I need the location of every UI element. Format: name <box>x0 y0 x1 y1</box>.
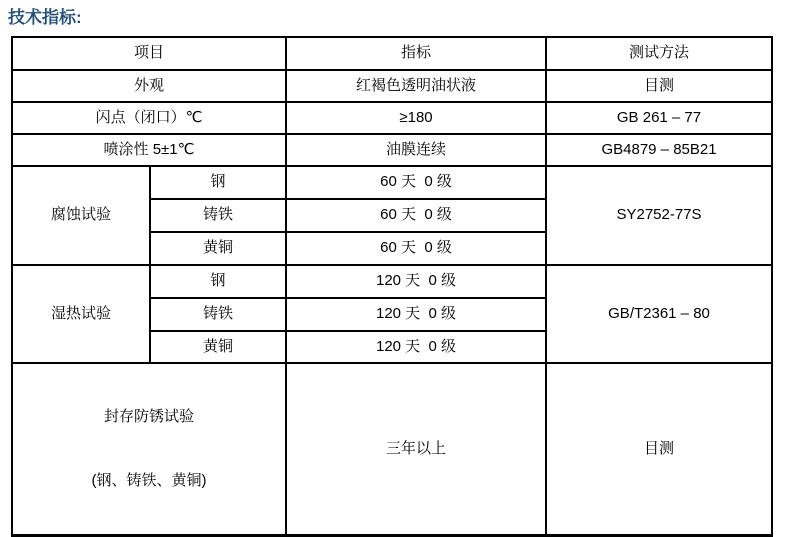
cell-material: 钢 <box>150 166 286 199</box>
cell-indicator: 三年以上 <box>286 363 546 535</box>
group-label-corrosion: 腐蚀试验 <box>12 166 150 265</box>
cell-method: 目测 <box>546 70 772 102</box>
cell-indicator: 60 天 0 级 <box>286 232 546 265</box>
cell-item-sealed <box>12 363 286 535</box>
cell-indicator: ≥180 <box>286 102 546 134</box>
cell-material: 铸铁 <box>150 298 286 331</box>
table-row-corrosion-steel <box>12 166 772 199</box>
cell-material: 钢 <box>150 265 286 298</box>
cell-item: 喷涂性 5±1℃ <box>12 134 286 166</box>
cell-indicator: 红褐色透明油状液 <box>286 70 546 102</box>
cell-item: 闪点（闭口）℃ <box>12 102 286 134</box>
cell-indicator: 60 天 0 级 <box>286 199 546 232</box>
cell-indicator: 120 天 0 级 <box>286 265 546 298</box>
header-method: 测试方法 <box>546 37 772 70</box>
cell-material: 黄铜 <box>150 232 286 265</box>
table-row-sprayability <box>12 134 772 166</box>
table-row-sealed-rustproof <box>12 363 772 535</box>
header-item: 项目 <box>12 37 286 70</box>
table-row-appearance <box>12 70 772 102</box>
header-row <box>12 37 772 70</box>
cell-indicator: 120 天 0 级 <box>286 298 546 331</box>
cell-indicator: 油膜连续 <box>286 134 546 166</box>
sealed-test-label: 封存防锈试验 <box>104 407 195 425</box>
cell-material: 铸铁 <box>150 199 286 232</box>
table-row-flashpoint <box>12 102 772 134</box>
group-label-dampheat: 湿热试验 <box>12 265 150 363</box>
cell-indicator: 120 天 0 级 <box>286 331 546 363</box>
cell-method: GB4879 – 85B21 <box>546 134 772 166</box>
spec-table <box>11 36 773 537</box>
page-title: 技术指标: <box>8 8 82 27</box>
cell-method: GB 261 – 77 <box>546 102 772 134</box>
cell-indicator: 60 天 0 级 <box>286 166 546 199</box>
cell-item: 外观 <box>12 70 286 102</box>
group-method-corrosion: SY2752-77S <box>546 166 772 265</box>
header-indicator: 指标 <box>286 37 546 70</box>
cell-method: 目测 <box>546 363 772 535</box>
group-method-dampheat: GB/T2361 – 80 <box>546 265 772 363</box>
sealed-test-materials: (钢、铸铁、黄铜) <box>91 472 207 489</box>
table-row-dampheat-steel <box>12 265 772 298</box>
cell-material: 黄铜 <box>150 331 286 363</box>
